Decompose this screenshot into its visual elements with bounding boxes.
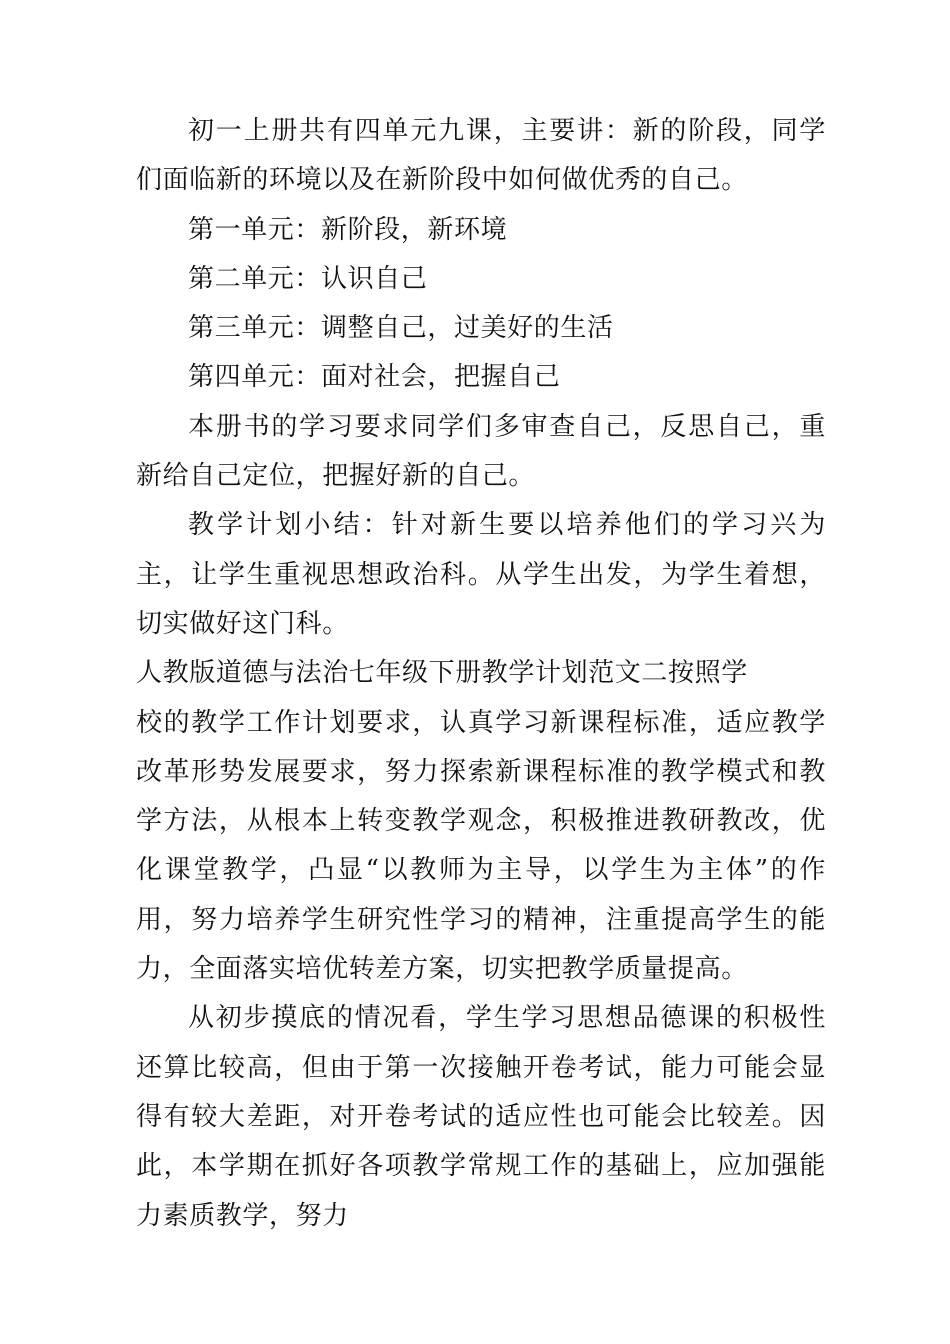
paragraph-unit-2: 第二单元：认识自己	[188, 263, 428, 294]
document-body	[136, 107, 826, 1241]
paragraph-plan: 校的教学工作计划要求，认真学习新课程标准，适应教学改革形势发展要求，努力探索新课程标准的教学模式和教学方法，从根本上转变教学观念，积极推进教研教改，优化课堂教学，凸显“以教师为主导，以学生为主体”的作用，努力培养学生研究性学习的精神，注重提高学生的能力，全面落实培优转差方案，切实把教学质量提高。	[136, 707, 826, 985]
paragraph-analysis: 从初步摸底的情况看，学生学习思想品德课的积极性还算比较高，但由于第一次接触开卷考试，能力可能会显得有较大差距，对开卷考试的适应性也可能会比较差。因此，本学期在抓好各项教学常规工作的基础上，应加强能力素质教学，努力	[136, 1003, 826, 1231]
section-heading: 人教版道德与法治七年级下册教学计划范文二按照学	[136, 658, 748, 689]
paragraph-summary: 教学计划小结：针对新生要以培养他们的学习兴为主，让学生重视思想政治科。从学生出发，为学生着想，切实做好这门科。	[136, 510, 826, 639]
paragraph-unit-4: 第四单元：面对社会，把握自己	[188, 362, 561, 393]
paragraph-requirements: 本册书的学习要求同学们多审查自己，反思自己，重新给自己定位，把握好新的自己。	[136, 411, 826, 492]
paragraph-unit-3: 第三单元：调整自己，过美好的生活	[188, 313, 614, 344]
paragraph-intro: 初一上册共有四单元九课，主要讲：新的阶段，同学们面临新的环境以及在新阶段中如何做优秀的自己。	[136, 116, 826, 196]
paragraph-unit-1: 第一单元：新阶段，新环境	[188, 214, 508, 245]
